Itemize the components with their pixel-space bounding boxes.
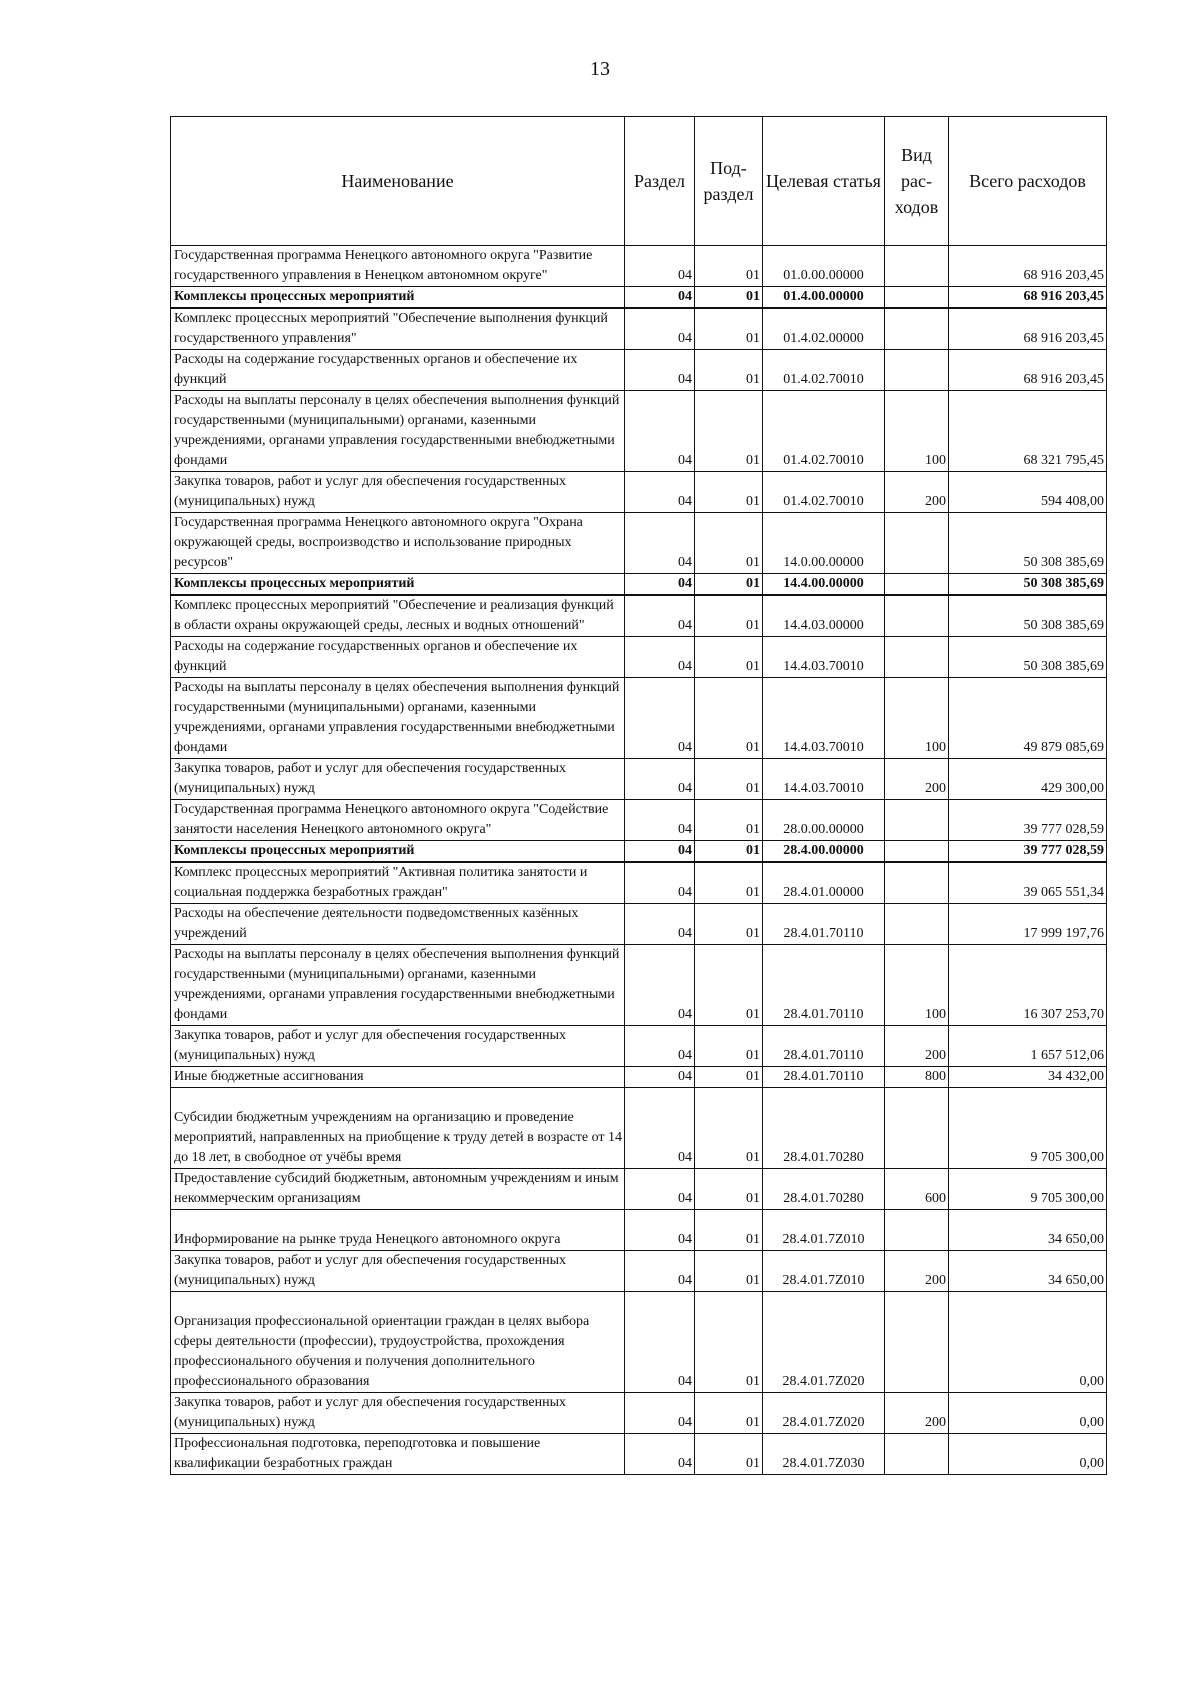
cell-total: 594 408,00: [949, 472, 1107, 513]
cell-name: Субсидии бюджетным учреждениям на организацию и проведение мероприятий, направленных на приобщение к труду детей в возрасте от 14 до 18 лет, в свободное от учёбы время: [171, 1088, 625, 1169]
cell-total: 429 300,00: [949, 759, 1107, 800]
cell-expense-type: 600: [885, 1169, 949, 1210]
cell-expense-type: [885, 904, 949, 945]
cell-total: 9 705 300,00: [949, 1088, 1107, 1169]
cell-total: 68 916 203,45: [949, 308, 1107, 350]
cell-expense-type: 200: [885, 472, 949, 513]
cell-name: Предоставление субсидий бюджетным, автономным учреждениям и иным некоммерческим организациям: [171, 1169, 625, 1210]
cell-subsection: 01: [695, 287, 763, 309]
cell-target-article: 28.4.01.7Z010: [763, 1251, 885, 1292]
cell-expense-type: [885, 246, 949, 287]
cell-total: 50 308 385,69: [949, 637, 1107, 678]
cell-expense-type: [885, 1292, 949, 1393]
cell-section: 04: [625, 904, 695, 945]
cell-name: Расходы на выплаты персоналу в целях обеспечения выполнения функций государственными (муниципальными) органами, казенными учреждениями, органами управления государственными внебюджетными фондами: [171, 391, 625, 472]
table-row: [171, 595, 1107, 637]
cell-total: 39 065 551,34: [949, 862, 1107, 904]
header-expense-type: Вид рас-ходов: [885, 117, 949, 246]
cell-target-article: 14.4.03.70010: [763, 678, 885, 759]
cell-section: 04: [625, 574, 695, 596]
cell-target-article: 01.4.02.70010: [763, 472, 885, 513]
cell-target-article: 28.4.01.7Z020: [763, 1292, 885, 1393]
header-section: Раздел: [625, 117, 695, 246]
cell-subsection: 01: [695, 1210, 763, 1251]
cell-subsection: 01: [695, 678, 763, 759]
cell-target-article: 28.4.01.70110: [763, 904, 885, 945]
cell-expense-type: 800: [885, 1067, 949, 1088]
cell-total: 68 916 203,45: [949, 350, 1107, 391]
cell-target-article: 28.4.00.00000: [763, 841, 885, 863]
cell-section: 04: [625, 308, 695, 350]
cell-name: Закупка товаров, работ и услуг для обеспечения государственных (муниципальных) нужд: [171, 1026, 625, 1067]
cell-total: 50 308 385,69: [949, 574, 1107, 596]
cell-name: Расходы на содержание государственных органов и обеспечение их функций: [171, 637, 625, 678]
cell-name: Организация профессиональной ориентации граждан в целях выбора сферы деятельности (профессии), трудоустройства, прохождения профессионального обучения и получения дополнительного профессионального образования: [171, 1292, 625, 1393]
cell-name: Комплексы процессных мероприятий: [171, 841, 625, 863]
table-row: [171, 678, 1107, 759]
cell-target-article: 28.0.00.00000: [763, 800, 885, 841]
cell-subsection: 01: [695, 759, 763, 800]
cell-expense-type: [885, 800, 949, 841]
cell-section: 04: [625, 637, 695, 678]
table-row: [171, 1393, 1107, 1434]
table-row: [171, 1067, 1107, 1088]
cell-total: 34 432,00: [949, 1067, 1107, 1088]
cell-subsection: 01: [695, 904, 763, 945]
cell-subsection: 01: [695, 800, 763, 841]
cell-name: Комплекс процессных мероприятий "Обеспечение выполнения функций государственного управления": [171, 308, 625, 350]
cell-section: 04: [625, 1088, 695, 1169]
cell-section: 04: [625, 945, 695, 1026]
cell-expense-type: 100: [885, 945, 949, 1026]
cell-target-article: 28.4.01.70280: [763, 1088, 885, 1169]
cell-target-article: 28.4.01.70110: [763, 1067, 885, 1088]
table-row: [171, 862, 1107, 904]
cell-subsection: 01: [695, 1393, 763, 1434]
cell-subsection: 01: [695, 945, 763, 1026]
cell-subsection: 01: [695, 513, 763, 574]
cell-target-article: 28.4.01.70280: [763, 1169, 885, 1210]
cell-target-article: 14.4.03.70010: [763, 759, 885, 800]
cell-section: 04: [625, 1393, 695, 1434]
cell-total: 9 705 300,00: [949, 1169, 1107, 1210]
table-row: [171, 1026, 1107, 1067]
budget-table: [170, 116, 1107, 1475]
table-row: [171, 1434, 1107, 1475]
cell-expense-type: [885, 1434, 949, 1475]
cell-subsection: 01: [695, 1088, 763, 1169]
cell-expense-type: [885, 308, 949, 350]
cell-total: 17 999 197,76: [949, 904, 1107, 945]
cell-total: 50 308 385,69: [949, 595, 1107, 637]
cell-name: Расходы на выплаты персоналу в целях обеспечения выполнения функций государственными (муниципальными) органами, казенными учреждениями, органами управления государственными внебюджетными фондами: [171, 945, 625, 1026]
cell-name: Государственная программа Ненецкого автономного округа "Содействие занятости населения Ненецкого автономного округа": [171, 800, 625, 841]
cell-target-article: 01.4.00.00000: [763, 287, 885, 309]
cell-expense-type: 200: [885, 1251, 949, 1292]
cell-total: 34 650,00: [949, 1210, 1107, 1251]
cell-name: Комплексы процессных мероприятий: [171, 574, 625, 596]
header-total: Всего расходов: [949, 117, 1107, 246]
cell-total: 68 321 795,45: [949, 391, 1107, 472]
cell-total: 16 307 253,70: [949, 945, 1107, 1026]
table-row: [171, 904, 1107, 945]
cell-name: Государственная программа Ненецкого автономного округа "Охрана окружающей среды, воспроизводство и использование природных ресурсов": [171, 513, 625, 574]
cell-target-article: 28.4.01.70110: [763, 945, 885, 1026]
table-row: [171, 945, 1107, 1026]
cell-target-article: 28.4.01.00000: [763, 862, 885, 904]
cell-section: 04: [625, 1210, 695, 1251]
cell-subsection: 01: [695, 350, 763, 391]
cell-target-article: 01.0.00.00000: [763, 246, 885, 287]
cell-expense-type: [885, 287, 949, 309]
cell-name: Закупка товаров, работ и услуг для обеспечения государственных (муниципальных) нужд: [171, 1251, 625, 1292]
cell-expense-type: 200: [885, 1393, 949, 1434]
cell-target-article: 28.4.01.70110: [763, 1026, 885, 1067]
cell-name: Информирование на рынке труда Ненецкого автономного округа: [171, 1210, 625, 1251]
cell-section: 04: [625, 1026, 695, 1067]
cell-total: 0,00: [949, 1393, 1107, 1434]
header-target-article: Целевая статья: [763, 117, 885, 246]
cell-section: 04: [625, 391, 695, 472]
table-row: [171, 472, 1107, 513]
cell-name: Расходы на выплаты персоналу в целях обеспечения выполнения функций государственными (муниципальными) органами, казенными учреждениями, органами управления государственными внебюджетными фондами: [171, 678, 625, 759]
table-row: [171, 574, 1107, 596]
cell-name: Закупка товаров, работ и услуг для обеспечения государственных (муниципальных) нужд: [171, 472, 625, 513]
table-row: [171, 513, 1107, 574]
cell-subsection: 01: [695, 862, 763, 904]
cell-target-article: 01.4.02.70010: [763, 391, 885, 472]
cell-section: 04: [625, 513, 695, 574]
cell-section: 04: [625, 1292, 695, 1393]
cell-target-article: 14.4.03.00000: [763, 595, 885, 637]
table-row: [171, 759, 1107, 800]
cell-subsection: 01: [695, 1292, 763, 1393]
cell-name: Комплекс процессных мероприятий "Активная политика занятости и социальная поддержка безработных граждан": [171, 862, 625, 904]
cell-expense-type: 200: [885, 1026, 949, 1067]
cell-total: 0,00: [949, 1434, 1107, 1475]
cell-target-article: 01.4.02.70010: [763, 350, 885, 391]
cell-subsection: 01: [695, 391, 763, 472]
table-row: [171, 287, 1107, 309]
table-row: [171, 1292, 1107, 1393]
cell-expense-type: [885, 1210, 949, 1251]
cell-subsection: 01: [695, 574, 763, 596]
cell-section: 04: [625, 472, 695, 513]
header-subsection: Под-раздел: [695, 117, 763, 246]
cell-total: 68 916 203,45: [949, 246, 1107, 287]
cell-target-article: 28.4.01.7Z030: [763, 1434, 885, 1475]
cell-total: 50 308 385,69: [949, 513, 1107, 574]
cell-target-article: 14.4.00.00000: [763, 574, 885, 596]
cell-subsection: 01: [695, 1067, 763, 1088]
cell-total: 39 777 028,59: [949, 841, 1107, 863]
table-row: [171, 637, 1107, 678]
cell-section: 04: [625, 759, 695, 800]
cell-name: Расходы на содержание государственных органов и обеспечение их функций: [171, 350, 625, 391]
cell-expense-type: [885, 841, 949, 863]
cell-subsection: 01: [695, 246, 763, 287]
cell-section: 04: [625, 1067, 695, 1088]
table-header-row: [171, 117, 1107, 246]
table-row: [171, 1169, 1107, 1210]
cell-expense-type: 100: [885, 391, 949, 472]
cell-subsection: 01: [695, 637, 763, 678]
cell-name: Профессиональная подготовка, переподготовка и повышение квалификации безработных граждан: [171, 1434, 625, 1475]
cell-total: 0,00: [949, 1292, 1107, 1393]
cell-section: 04: [625, 678, 695, 759]
cell-subsection: 01: [695, 308, 763, 350]
cell-name: Закупка товаров, работ и услуг для обеспечения государственных (муниципальных) нужд: [171, 759, 625, 800]
cell-section: 04: [625, 841, 695, 863]
cell-expense-type: [885, 1088, 949, 1169]
cell-expense-type: [885, 350, 949, 391]
cell-section: 04: [625, 1251, 695, 1292]
cell-expense-type: [885, 574, 949, 596]
cell-total: 49 879 085,69: [949, 678, 1107, 759]
table-row: [171, 308, 1107, 350]
cell-subsection: 01: [695, 841, 763, 863]
cell-expense-type: 100: [885, 678, 949, 759]
cell-name: Закупка товаров, работ и услуг для обеспечения государственных (муниципальных) нужд: [171, 1393, 625, 1434]
cell-total: 39 777 028,59: [949, 800, 1107, 841]
cell-name: Комплекс процессных мероприятий "Обеспечение и реализация функций в области охраны окружающей среды, лесных и водных отношений": [171, 595, 625, 637]
table-row: [171, 350, 1107, 391]
header-name: Наименование: [171, 117, 625, 246]
table-row: [171, 1251, 1107, 1292]
table-row: [171, 841, 1107, 863]
cell-section: 04: [625, 1169, 695, 1210]
cell-expense-type: [885, 862, 949, 904]
cell-section: 04: [625, 862, 695, 904]
cell-name: Расходы на обеспечение деятельности подведомственных казённых учреждений: [171, 904, 625, 945]
cell-section: 04: [625, 287, 695, 309]
table-row: [171, 1088, 1107, 1169]
cell-expense-type: [885, 513, 949, 574]
cell-total: 1 657 512,06: [949, 1026, 1107, 1067]
cell-target-article: 01.4.02.00000: [763, 308, 885, 350]
cell-section: 04: [625, 246, 695, 287]
page-number: 13: [590, 58, 610, 80]
cell-expense-type: [885, 637, 949, 678]
cell-total: 68 916 203,45: [949, 287, 1107, 309]
table-row: [171, 800, 1107, 841]
cell-subsection: 01: [695, 595, 763, 637]
cell-subsection: 01: [695, 1169, 763, 1210]
cell-subsection: 01: [695, 472, 763, 513]
table-row: [171, 391, 1107, 472]
cell-expense-type: 200: [885, 759, 949, 800]
cell-subsection: 01: [695, 1026, 763, 1067]
cell-target-article: 14.4.03.70010: [763, 637, 885, 678]
table-row: [171, 246, 1107, 287]
cell-target-article: 28.4.01.7Z010: [763, 1210, 885, 1251]
cell-name: Комплексы процессных мероприятий: [171, 287, 625, 309]
cell-section: 04: [625, 595, 695, 637]
cell-subsection: 01: [695, 1251, 763, 1292]
cell-expense-type: [885, 595, 949, 637]
table-row: [171, 1210, 1107, 1251]
cell-subsection: 01: [695, 1434, 763, 1475]
cell-name: Иные бюджетные ассигнования: [171, 1067, 625, 1088]
cell-section: 04: [625, 800, 695, 841]
cell-target-article: 28.4.01.7Z020: [763, 1393, 885, 1434]
cell-name: Государственная программа Ненецкого автономного округа "Развитие государственного управления в Ненецком автономном округе": [171, 246, 625, 287]
cell-section: 04: [625, 1434, 695, 1475]
cell-section: 04: [625, 350, 695, 391]
cell-total: 34 650,00: [949, 1251, 1107, 1292]
cell-target-article: 14.0.00.00000: [763, 513, 885, 574]
